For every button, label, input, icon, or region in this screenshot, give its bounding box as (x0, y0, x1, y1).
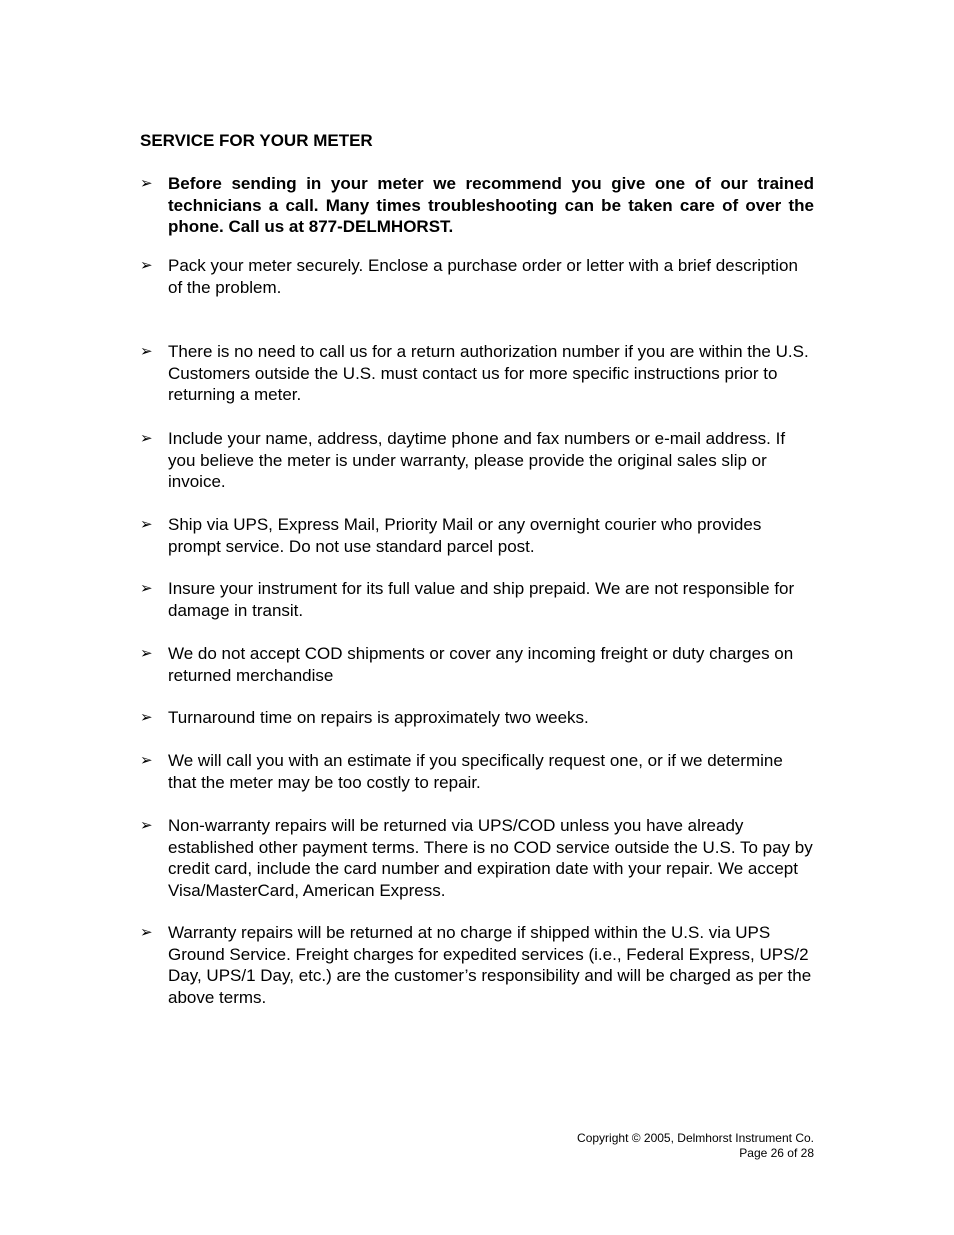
list-item-text: Pack your meter securely. Enclose a purchase order or letter with a brief description of the problem. (168, 256, 798, 297)
list-item-text: Non-warranty repairs will be returned via UPS/COD unless you have already established other payment terms. There is no COD service outside the U.S. To pay by credit card, include the card number and expiration date with your repair. We accept Visa/MasterCard, American Express. (168, 816, 813, 900)
list-item (140, 428, 814, 493)
arrow-bullet-icon: ➢ (140, 924, 153, 941)
list-item-text: Ship via UPS, Express Mail, Priority Mail or any overnight courier who provides prompt service. Do not use standard parcel post. (168, 515, 762, 556)
arrow-bullet-icon: ➢ (140, 257, 153, 274)
list-item-text: Insure your instrument for its full value and ship prepaid. We are not responsible for damage in transit. (168, 579, 795, 620)
arrow-bullet-icon: ➢ (140, 580, 153, 597)
arrow-bullet-icon: ➢ (140, 516, 153, 533)
list-item-text: Warranty repairs will be returned at no charge if shipped within the U.S. via UPS Ground Service. Freight charges for expedited services (i.e., Federal Express, UPS/2 Day, UPS/1 Day, etc.) are the customer’s responsibility and will be charged as per the above terms. (168, 923, 812, 1007)
list-item-text: Include your name, address, daytime phone and fax numbers or e-mail address. If you believe the meter is under warranty, please provide the original sales slip or invoice. (168, 429, 786, 492)
copyright-notice: Copyright © 2005, Delmhorst Instrument Co. (577, 1131, 814, 1145)
list-item-text: We will call you with an estimate if you specifically request one, or if we determine that the meter may be too costly to repair. (168, 751, 783, 792)
list-item (140, 173, 814, 238)
list-item-text: Before sending in your meter we recommend you give one of our trained technicians a call. Many times troubleshooting can be taken care of over the phone. Call us at 877-DELMHORST. (168, 174, 814, 237)
arrow-bullet-icon: ➢ (140, 430, 153, 447)
list-item (140, 643, 814, 686)
arrow-bullet-icon: ➢ (140, 645, 153, 662)
list-item (140, 922, 814, 1008)
list-item (140, 341, 814, 406)
page-number: Page 26 of 28 (739, 1146, 814, 1160)
list-item-text: There is no need to call us for a return authorization number if you are within the U.S. Customers outside the U.S. must contact us for more specific instructions prior to returning a meter. (168, 342, 809, 405)
list-item (140, 815, 814, 901)
list-item (140, 750, 814, 793)
arrow-bullet-icon: ➢ (140, 817, 153, 834)
page-footer (577, 1131, 814, 1161)
section-heading: SERVICE FOR YOUR METER (140, 131, 373, 150)
arrow-bullet-icon: ➢ (140, 343, 153, 360)
arrow-bullet-icon: ➢ (140, 752, 153, 769)
list-item (140, 514, 814, 557)
list-item-text: We do not accept COD shipments or cover any incoming freight or duty charges on returned merchandise (168, 644, 794, 685)
list-item (140, 255, 814, 298)
arrow-bullet-icon: ➢ (140, 175, 153, 192)
list-item (140, 578, 814, 621)
arrow-bullet-icon: ➢ (140, 709, 153, 726)
list-item-text: Turnaround time on repairs is approximately two weeks. (168, 708, 589, 727)
list-item (140, 707, 814, 729)
